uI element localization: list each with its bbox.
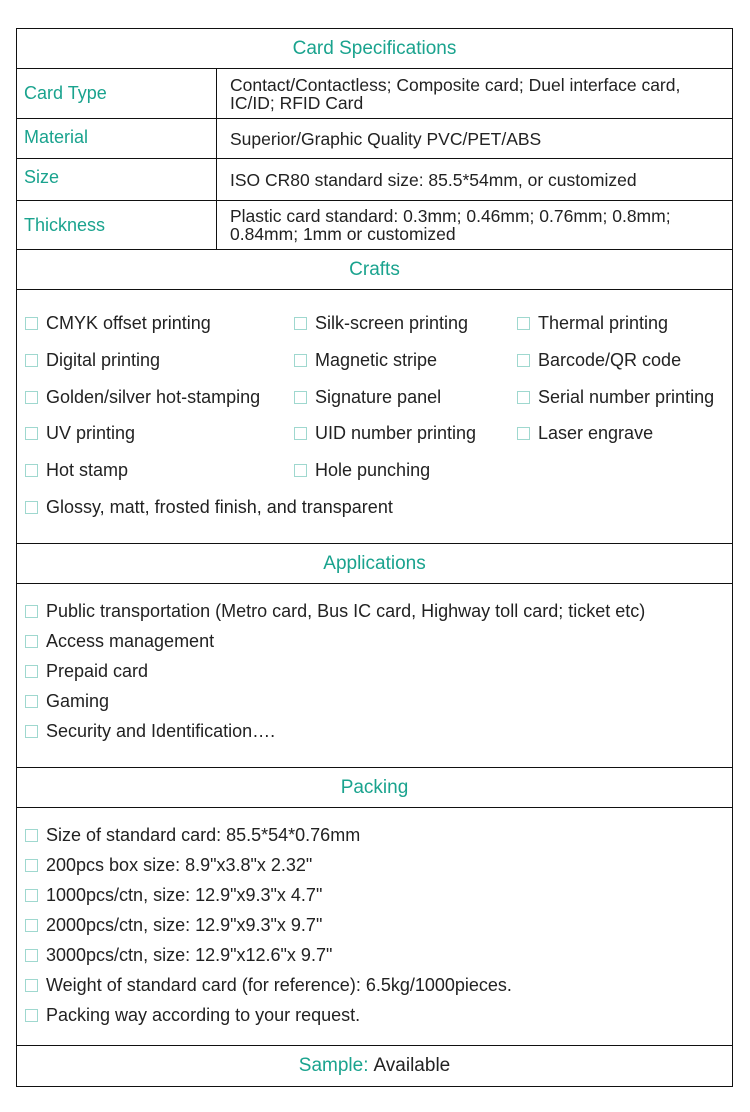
sample-label: Sample:: [298, 1055, 369, 1076]
section-header-applications: [17, 544, 732, 584]
checkbox-square-icon: [25, 391, 38, 404]
checkbox-square-icon: [294, 317, 307, 330]
checkbox-square-icon: [25, 317, 38, 330]
spec-value: Superior/Graphic Quality PVC/PET/ABS: [230, 128, 542, 149]
list-item: Prepaid card: [25, 661, 148, 682]
checkbox-square-icon: [25, 635, 38, 648]
checkbox-square-icon: [25, 427, 38, 440]
crafts-list: [17, 290, 732, 544]
checkbox-square-icon: [517, 354, 530, 367]
sample-row: [17, 1046, 732, 1086]
spec-row-thickness: [17, 201, 732, 250]
checkbox-square-icon: [25, 919, 38, 932]
checkbox-square-icon: [25, 501, 38, 514]
checkbox-square-icon: [25, 859, 38, 872]
packing-list: [17, 808, 732, 1046]
list-item: Digital printing: [25, 350, 160, 371]
list-item: Signature panel: [294, 387, 441, 408]
checkbox-square-icon: [25, 354, 38, 367]
list-item: Public transportation (Metro card, Bus IC card, Highway toll card; ticket etc): [25, 601, 645, 622]
applications-list: [17, 584, 732, 768]
list-item: 200pcs box size: 8.9"x3.8"x 2.32": [25, 855, 312, 876]
checkbox-square-icon: [517, 427, 530, 440]
list-item: Hole punching: [294, 460, 430, 481]
spec-value: Contact/Contactless; Composite card; Duel interface card, IC/ID; RFID Card: [230, 74, 681, 113]
spec-label: Material: [17, 119, 217, 158]
list-item: Laser engrave: [517, 423, 653, 444]
spec-value: Plastic card standard: 0.3mm; 0.46mm; 0.76mm; 0.8mm; 0.84mm; 1mm or customized: [230, 206, 671, 244]
checkbox-square-icon: [294, 354, 307, 367]
spec-sheet: [16, 28, 733, 1087]
spec-row-card-type: [17, 69, 732, 119]
checkbox-square-icon: [25, 1009, 38, 1022]
section-header-card-specifications: [17, 29, 732, 69]
checkbox-square-icon: [25, 695, 38, 708]
list-item: Silk-screen printing: [294, 313, 468, 334]
spec-row-size: [17, 159, 732, 201]
section-header-crafts: [17, 250, 732, 290]
list-item: Magnetic stripe: [294, 350, 437, 371]
checkbox-square-icon: [25, 725, 38, 738]
list-item: Size of standard card: 85.5*54*0.76mm: [25, 825, 360, 846]
checkbox-square-icon: [517, 391, 530, 404]
checkbox-square-icon: [517, 317, 530, 330]
list-item: UID number printing: [294, 423, 476, 444]
list-item: Weight of standard card (for reference): 6.5kg/1000pieces.: [25, 975, 512, 996]
section-title: Crafts: [349, 258, 400, 280]
checkbox-square-icon: [294, 391, 307, 404]
list-item: Packing way according to your request.: [25, 1005, 360, 1026]
checkbox-square-icon: [25, 979, 38, 992]
list-item: 3000pcs/ctn, size: 12.9"x12.6"x 9.7": [25, 945, 332, 966]
list-item: Serial number printing: [517, 387, 714, 408]
spec-row-material: [17, 119, 732, 159]
spec-value: ISO CR80 standard size: 85.5*54mm, or customized: [230, 169, 637, 190]
checkbox-square-icon: [25, 464, 38, 477]
section-title: Card Specifications: [292, 37, 457, 59]
checkbox-square-icon: [294, 427, 307, 440]
list-item: Thermal printing: [517, 313, 668, 334]
checkbox-square-icon: [294, 464, 307, 477]
list-item: Gaming: [25, 691, 109, 712]
checkbox-square-icon: [25, 889, 38, 902]
list-item: UV printing: [25, 423, 135, 444]
checkbox-square-icon: [25, 949, 38, 962]
list-item: Security and Identification….: [25, 721, 275, 742]
section-title: Packing: [340, 776, 409, 798]
spec-label: Size: [17, 159, 217, 200]
list-item: 2000pcs/ctn, size: 12.9"x9.3"x 9.7": [25, 915, 322, 936]
checkbox-square-icon: [25, 665, 38, 678]
spec-label: Card Type: [17, 69, 217, 118]
list-item: CMYK offset printing: [25, 313, 211, 334]
checkbox-square-icon: [25, 605, 38, 618]
list-item: Barcode/QR code: [517, 350, 681, 371]
list-item: Golden/silver hot-stamping: [25, 387, 260, 408]
section-header-packing: [17, 768, 732, 808]
checkbox-square-icon: [25, 829, 38, 842]
sample-value: Available: [373, 1055, 451, 1076]
list-item: Glossy, matt, frosted finish, and transparent: [25, 497, 393, 518]
section-title: Applications: [323, 552, 426, 574]
spec-label: Thickness: [17, 201, 217, 249]
list-item: Access management: [25, 631, 214, 652]
list-item: 1000pcs/ctn, size: 12.9"x9.3"x 4.7": [25, 885, 322, 906]
list-item: Hot stamp: [25, 460, 128, 481]
